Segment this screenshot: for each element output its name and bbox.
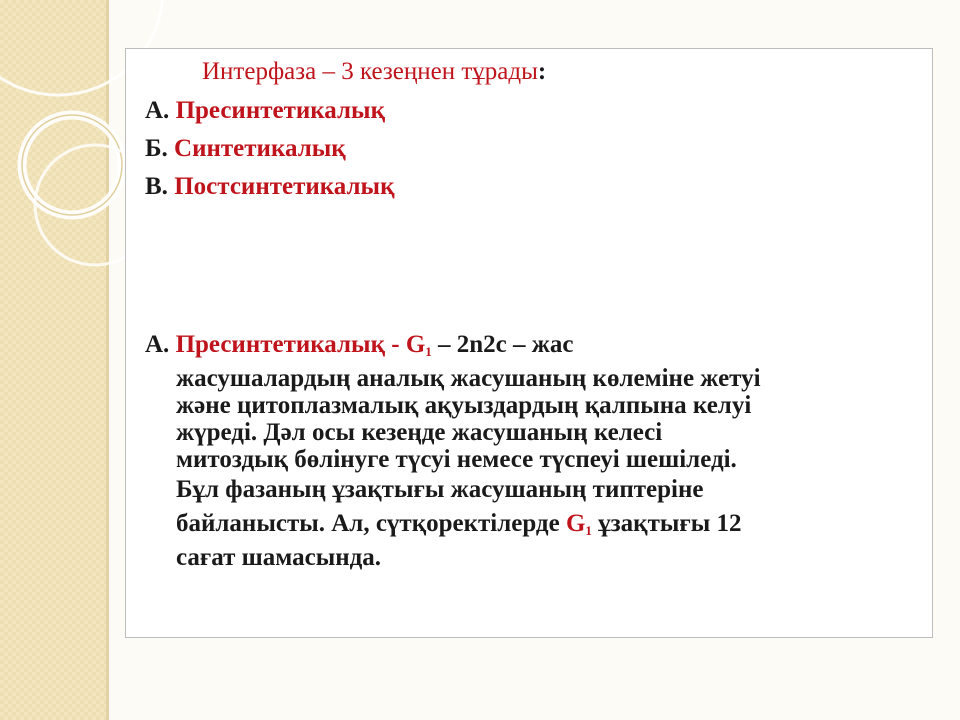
item-a-letter: А. [145, 97, 170, 124]
title-colon: : [537, 58, 547, 85]
item-b-letter: Б. [145, 135, 168, 162]
line7-start: байланысты. Ал, сүтқоректілерде [176, 510, 566, 537]
g1-symbol: G [405, 331, 426, 358]
item-b-label: Синтетикалық [174, 135, 346, 162]
paragraph-dash: - [384, 331, 406, 358]
paragraph-formula: – 2n2c – жас [431, 331, 574, 358]
g1-symbol-inline: G [565, 510, 586, 537]
g1-subscript: 1 [425, 344, 432, 359]
g1-subscript-inline: 1 [585, 523, 592, 538]
item-c-letter: В. [145, 173, 168, 200]
paragraph-letter: А. [145, 331, 170, 358]
item-a-label: Пресинтетикалық [175, 97, 385, 124]
list-item-a [145, 96, 385, 126]
slide-title [202, 57, 546, 87]
paragraph-line-7 [145, 510, 925, 544]
list-item-c [145, 172, 394, 202]
paragraph-line-1 [145, 331, 925, 365]
paragraph-line-6: Бұл фазаның ұзақтығы жасушаның типтеріне [176, 476, 704, 503]
description-paragraph [145, 331, 925, 571]
paragraph-line-5: митоздық бөлінуге түсуі немесе түспеуі шешіледі. [176, 446, 737, 473]
item-c-label: Постсинтетикалық [174, 173, 395, 200]
paragraph-line-2: жасушалардың аналық жасушаның көлеміне жетуі [176, 365, 761, 392]
line7-end: ұзақтығы 12 [591, 510, 742, 537]
paragraph-phase: Пресинтетикалық [175, 331, 385, 358]
title-text: Интерфаза – 3 кезеңнен тұрады [202, 58, 538, 85]
content-box [125, 48, 933, 638]
paragraph-line-3: және цитоплазмалық ақуыздардың қалпына келуі [176, 392, 752, 419]
list-item-b [145, 134, 346, 164]
deco-ring-outline [22, 115, 122, 215]
paragraph-line-4: жүреді. Дәл осы кезеңде жасушаның келесі [176, 419, 663, 446]
paragraph-line-8: сағат шамасында. [176, 544, 382, 571]
